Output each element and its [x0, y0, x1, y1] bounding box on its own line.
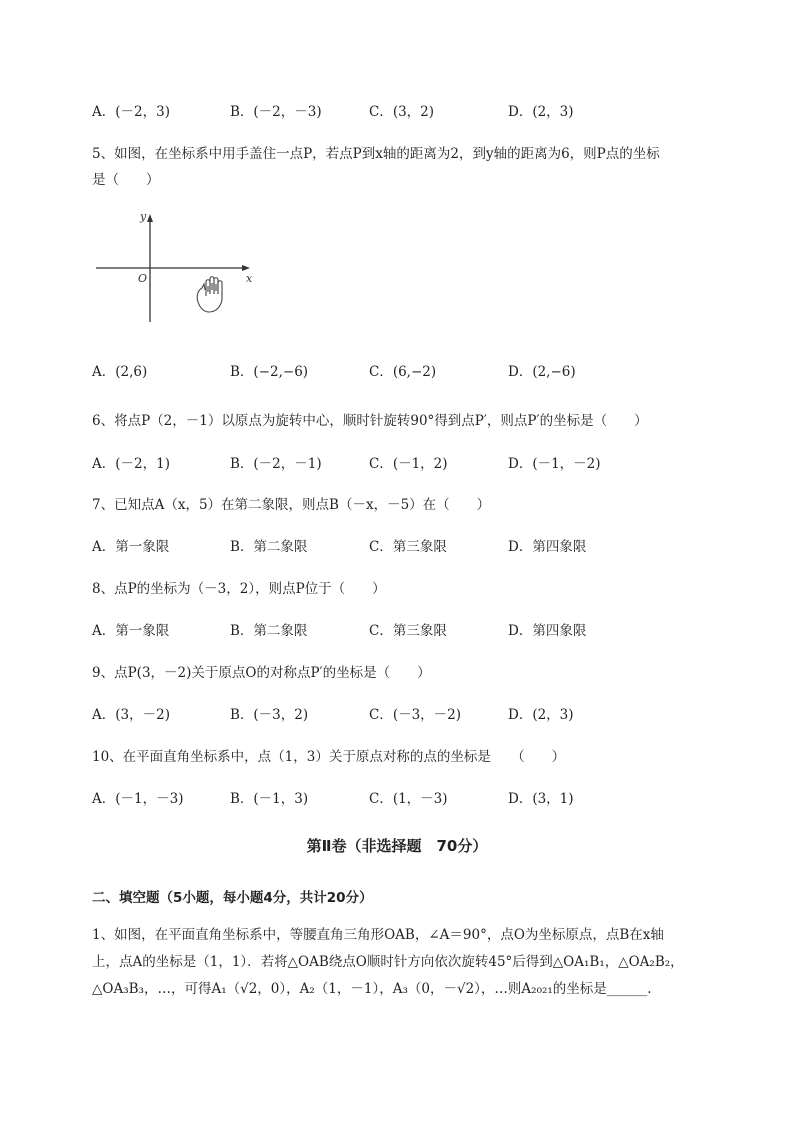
q10-option-d: D．(3，1) [508, 791, 574, 807]
q7-option-a: A．第一象限 [92, 539, 170, 555]
q5-option-d: D．(2,−6) [508, 364, 576, 380]
q9-stem: 9、点P(3，－2)关于原点O的对称点P′的坐标是（ ） [92, 665, 431, 681]
q9-option-b: B．(－3，2) [230, 707, 309, 723]
q5-stem-line1: 5、如图，在坐标系中用手盖住一点P，若点P到x轴的距离为2，到y轴的距离为6，则P点的坐标 [92, 146, 660, 162]
q7-option-b: B．第二象限 [230, 539, 308, 555]
q4-option-b: B．(－2，－3) [230, 104, 322, 120]
y-axis-label: y [140, 210, 147, 223]
q7-stem: 7、已知点A（x，5）在第二象限，则点B（－x，－5）在（ ） [92, 497, 491, 513]
q4-option-c: C．(3，2) [369, 104, 435, 120]
q10-option-b: B．(－1，3) [230, 791, 309, 807]
q10-stem: 10、在平面直角坐标系中，点（1，3）关于原点对称的点的坐标是 （ ） [92, 749, 566, 765]
q4-option-a: A．(－2，3) [92, 104, 170, 120]
q6-option-b: B．(－2，－1) [230, 456, 322, 472]
q9-option-c: C．(－3，－2) [369, 707, 462, 723]
y-axis-arrow [147, 214, 153, 222]
q5-figure [92, 206, 262, 334]
q9-option-d: D．(2，3) [508, 707, 574, 723]
fill-in-section-heading: 二、填空题（5小题，每小题4分，共计20分） [92, 890, 373, 906]
q6-option-d: D．(－1，－2) [508, 456, 601, 472]
x-axis-arrow [242, 265, 250, 271]
q8-option-c: C．第三象限 [369, 623, 447, 639]
q10-option-a: A．(－1，－3) [92, 791, 184, 807]
x-axis-label: x [246, 272, 253, 285]
fill1-line2: 上，点A的坐标是（1，1）．若将△OAB绕点O顺时针方向依次旋转45°后得到△OA₁B₁，△OA₂B₂， [92, 954, 684, 970]
q9-option-a: A．(3，－2) [92, 707, 170, 723]
q8-stem: 8、点P的坐标为（－3，2），则点P位于（ ） [92, 581, 386, 597]
q8-option-d: D．第四象限 [508, 623, 587, 639]
coordinate-plane-diagram [92, 206, 262, 330]
q7-option-d: D．第四象限 [508, 539, 587, 555]
q6-option-a: A．(－2，1) [92, 456, 170, 472]
q5-stem-line2: 是（ ） [92, 172, 160, 188]
q6-stem: 6、将点P（2，－1）以原点为旋转中心，顺时针旋转90°得到点P′，则点P′的坐标是（ ） [92, 413, 648, 429]
hand-icon [197, 277, 222, 312]
q7-option-c: C．第三象限 [369, 539, 447, 555]
q4-option-d: D．(2，3) [508, 104, 574, 120]
fill1-question [92, 922, 722, 1003]
q8-option-b: B．第二象限 [230, 623, 308, 639]
fill1-line3: △OA₃B₃，…，可得A₁（√2，0），A₂（1，－1），A₃（0，－√2），…则A₂₀₂₁的坐标是______. [92, 981, 652, 997]
fill1-line1: 1、如图，在平面直角坐标系中，等腰直角三角形OAB，∠A＝90°，点O为坐标原点，点B在x轴 [92, 927, 664, 943]
q6-option-c: C．(－1，2) [369, 456, 448, 472]
q10-option-c: C．(1，－3) [369, 791, 448, 807]
q5-option-a: A．(2,6) [92, 364, 148, 380]
q5-option-c: C．(6,−2) [369, 364, 437, 380]
q5-option-b: B．(−2,−6) [230, 364, 309, 380]
part2-title: 第Ⅱ卷（非选择题 70分） [306, 837, 488, 855]
origin-label: O [138, 272, 148, 285]
q8-option-a: A．第一象限 [92, 623, 170, 639]
